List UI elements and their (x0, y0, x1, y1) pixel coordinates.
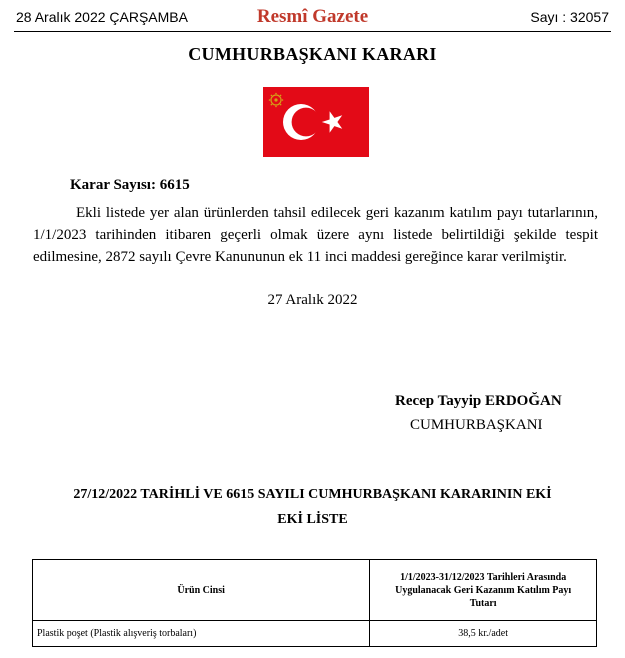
column-header-amount: 1/1/2023-31/12/2023 Tarihleri Arasında Uygulanacak Geri Kazanım Katılım Payı Tutarı (370, 560, 597, 621)
annex-title: 27/12/2022 TARİHLİ VE 6615 SAYILI CUMHURBAŞKANI KARARININ EKİ (73, 487, 552, 502)
decision-body: Ekli listede yer alan ürünlerden tahsil edilecek geri kazanım katılım payı tutarlarının, 1/1/2023 tarihinden itibaren geçerli olmak üzere aynı listede belirtildiği şekilde tespit edilmesine, 2872 sayılı Çevre Kanununun ek 11 inci maddesi gereğince karar verilmiştir. (33, 205, 598, 265)
document-title: CUMHURBAŞKANI KARARI (188, 44, 437, 64)
product-cell: Plastik poşet (Plastik alışveriş torbaları) (33, 621, 370, 647)
publication-date: 28 Aralık 2022 ÇARŞAMBA (16, 9, 188, 25)
list-title: EKİ LİSTE (277, 512, 348, 527)
gazette-header (14, 6, 611, 28)
annex-table (32, 559, 597, 647)
issue-number: Sayı : 32057 (530, 9, 609, 25)
gazette-title: Resmî Gazete (256, 6, 369, 27)
signer-title: CUMHURBAŞKANI (410, 417, 543, 433)
header-divider (14, 31, 611, 32)
turkish-flag-icon (263, 87, 369, 157)
amount-cell: 38,5 kr./adet (370, 621, 597, 647)
decision-number: Karar Sayısı: 6615 (70, 177, 190, 193)
presidential-seal-icon (269, 93, 284, 108)
signer-name: Recep Tayyip ERDOĞAN (395, 393, 562, 409)
decision-date: 27 Aralık 2022 (267, 292, 358, 308)
table-row (33, 621, 597, 647)
table-header-row (33, 560, 597, 621)
column-header-product: Ürün Cinsi (33, 560, 370, 621)
